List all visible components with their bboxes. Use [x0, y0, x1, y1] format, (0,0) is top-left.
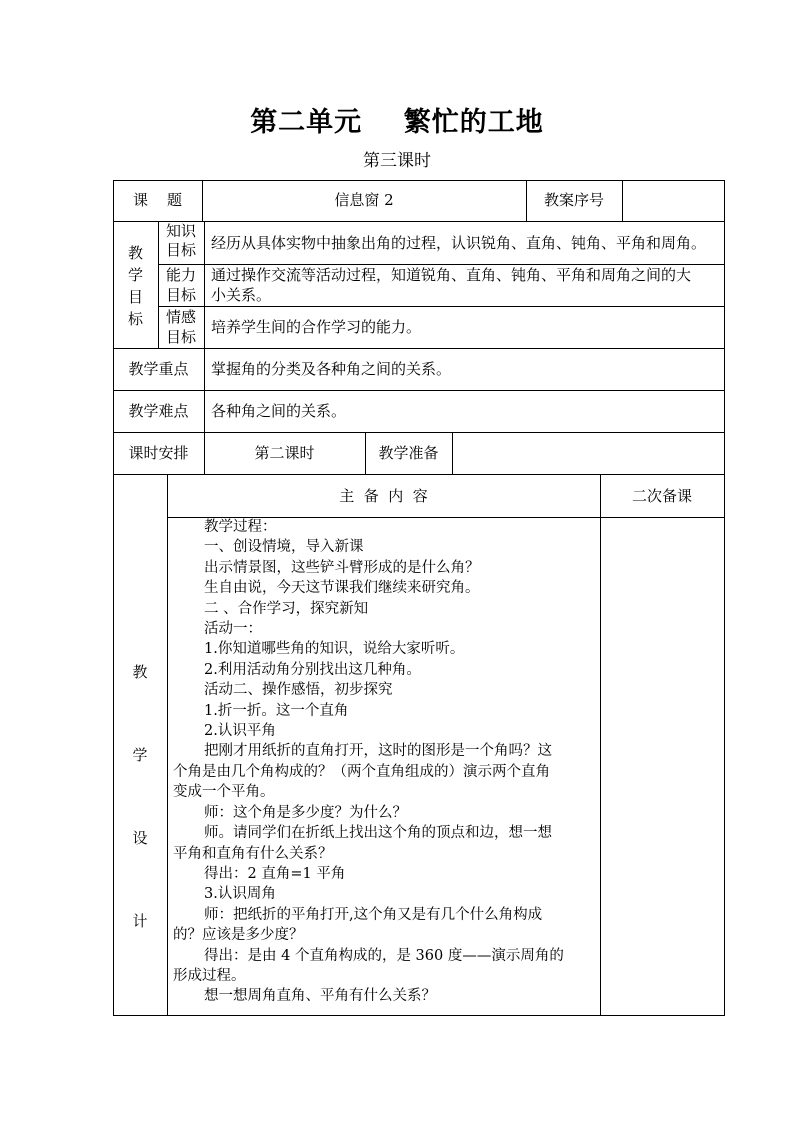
topic-value: 信息窗 2: [334, 191, 394, 209]
lesson-text-line: 得出：2 直角=1 平角: [204, 865, 346, 882]
lesson-text-line: 师：把纸折的平角打开,这个角又是有几个什么角构成: [204, 906, 543, 923]
topic-label: 课 题: [132, 191, 183, 209]
key-point-text: 掌握角的分类及各种角之间的关系。: [211, 360, 452, 378]
document-subtitle: 第三课时: [363, 151, 431, 171]
col-divider: [452, 432, 453, 474]
schedule-value: 第二课时: [254, 444, 315, 462]
lesson-text-line: 2.利用活动角分别找出这几种角。: [204, 661, 421, 678]
lesson-text-line: 1.折一折。这一个直角: [204, 702, 349, 719]
lesson-process-text: [173, 517, 597, 1007]
document-title: 第二单元 繁忙的工地: [250, 107, 544, 138]
lesson-text-line: 教学过程：: [204, 519, 277, 535]
lesson-text-line: 出示情景图，这些铲斗臂形成的是什么角？: [204, 559, 480, 576]
lesson-text-line: 3.认识周角: [204, 886, 276, 903]
knowledge-goal-label: 知识 目标: [165, 222, 196, 259]
prep-label: 教学准备: [378, 444, 439, 462]
lesson-text-line: 活动一：: [204, 621, 262, 638]
emotion-goal-text: 培养学生间的合作学习的能力。: [211, 318, 422, 336]
table-border-top: [113, 180, 725, 181]
goals-group-label: 教 学 目 标: [127, 244, 143, 328]
table-border-right: [724, 180, 725, 1015]
lesson-text-line: 把刚才用纸折的直角打开，这时的图形是一个角吗？这: [204, 743, 552, 760]
table-border-bottom: [113, 1015, 725, 1016]
col-divider: [600, 474, 601, 1015]
lesson-text-line: 师：这个角是多少度？为什么？: [204, 804, 407, 821]
lesson-text-line: 得出：是由 4 个直角构成的，是 360 度——演示周角的: [204, 947, 564, 964]
design-side-label: 教 学 设 计: [132, 663, 148, 930]
lesson-text-line: 活动二、操作感悟，初步探究: [204, 682, 393, 699]
lesson-text-line: 生自由说，今天这节课我们继续来研究角。: [204, 580, 480, 597]
row-divider: [158, 306, 725, 307]
main-content-header: 主 备 内 容: [339, 487, 428, 505]
lesson-text-line: 形成过程。: [173, 967, 246, 984]
lesson-text-line: 1.你知道哪些角的知识，说给大家听听。: [204, 641, 465, 658]
lesson-text-line: 变成一个平角。: [173, 784, 275, 801]
col-divider: [204, 348, 205, 432]
lesson-text-line: 二 、合作学习，探究新知: [204, 600, 369, 617]
row-divider: [113, 474, 725, 475]
lesson-text-line: 的？应该是多少度？: [173, 927, 304, 944]
lesson-text-line: 2.认识平角: [204, 723, 276, 740]
lesson-text-line: 一、创设情境，导入新课: [204, 539, 364, 556]
lesson-text-line: 师。请同学们在折纸上找出这个角的顶点和边，想一想: [204, 825, 552, 842]
knowledge-goal-text: 经历从具体实物中抽象出角的过程，认识锐角、直角、钝角、平角和周角。: [211, 234, 707, 252]
emotion-goal-label: 情感 目标: [165, 308, 196, 346]
ability-goal-text: 通过操作交流等活动过程，知道锐角、直角、钝角、平角和周角之间的大 小关系。: [211, 266, 692, 304]
schedule-label: 课时安排: [128, 444, 189, 462]
lesson-text-line: 想一想周角直角、平角有什么关系？: [204, 988, 436, 1005]
difficulty-label: 教学难点: [128, 402, 189, 420]
col-divider: [622, 180, 623, 221]
key-point-label: 教学重点: [128, 360, 189, 378]
col-divider: [204, 221, 205, 348]
lesson-text-line: 个角是由几个角构成的？（两个直角组成的）演示两个直角: [173, 763, 550, 780]
lesson-text-line: 平角和直角有什么关系？: [173, 845, 333, 862]
difficulty-text: 各种角之间的关系。: [211, 402, 347, 420]
col-divider: [167, 474, 168, 1015]
secondary-prep-header: 二次备课: [631, 487, 692, 505]
plan-number-label: 教案序号: [543, 191, 604, 209]
ability-goal-label: 能力 目标: [165, 266, 196, 304]
